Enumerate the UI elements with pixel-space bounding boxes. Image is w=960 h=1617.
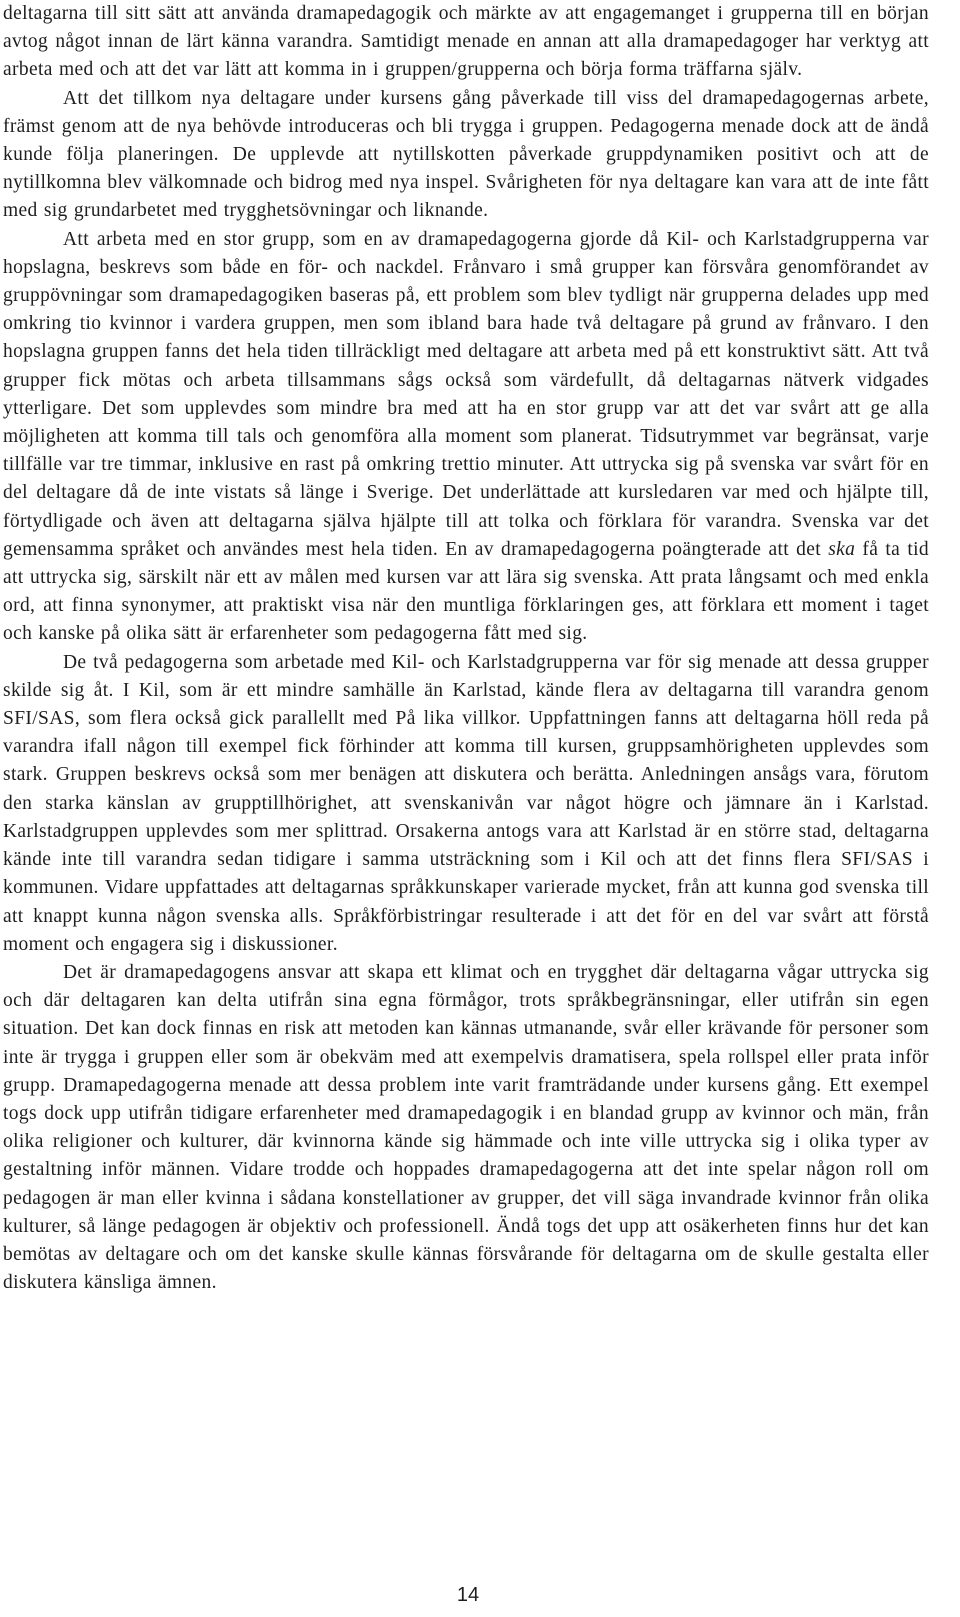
paragraph-4-text: De två pedagogerna som arbetade med Kil- och Karlstadgrupperna var för sig menade att dessa grupper skilde sig åt. I Kil, som är ett mindre samhälle än Karlstad, kände flera av deltagarna till varandra genom SFI/SAS, som flera också gick parallellt med På lika villkor. Uppfattningen fanns att deltagarna höll reda på varandra ifall någon till exempel fick förhinder att komma till kursen, gruppsamhörigheten upplevdes som stark. Gruppen beskrevs också som mer benägen att diskutera och berätta. Anledningen ansågs vara, förutom den starka känslan av grupptillhörighet, att svenskanivån var något högre och jämnare än i Karlstad. Karlstadgruppen upplevdes som mer splittrad. Orsakerna antogs vara att Karlstad är en större stad, deltagarna kände inte till varandra sedan tidigare i samma utsträckning som i Kil och att det finns flera SFI/SAS i kommunen. Vidare uppfattades att deltagarnas språkkunskaper varierade mycket, från att kunna god svenska till att knappt kunna någon svenska alls. Språkförbistringar resulterade i att det för en del var svårt att förstå moment och engagera sig i diskussioner. [3,651,929,955]
paragraph-2 [3,85,929,226]
paragraph-1-text: deltagarna till sitt sätt att använda dramapedagogik och märkte av att engagemanget i grupperna till en början avtog något innan de lärt känna varandra. Samtidigt menade en annan att alla dramapedagoger har verktyg att arbeta med och att det var lätt att komma in i gruppen/grupperna och börja forma träffarna själv. [3,3,929,81]
emphasized-word: ska [828,538,856,560]
paragraph-3-text-b: få ta tid att uttrycka sig, särskilt när ett av målen med kursen var att lära sig svenska. Att prata långsamt och med enkla ord, att finna synonymer, att praktiskt visa när den muntliga förklaringen ges, att förklara ett moment i taget och kanske på olika sätt är erfarenheter som pedagogerna fått med sig. [3,538,929,645]
paragraph-3 [3,226,929,649]
document-page [3,0,929,1297]
paragraph-1 [3,0,929,85]
paragraph-3-text-a: Att arbeta med en stor grupp, som en av dramapedagogerna gjorde då Kil- och Karlstadgrupperna var hopslagna, beskrevs som både en för- och nackdel. Frånvaro i små grupper kan försvåra genomförandet av gruppövningar som dramapedagogiken baseras på, ett problem som blev tydligt när grupperna delades upp med omkring tio kvinnor i vardera gruppen, men som ibland bara hade två deltagare på grund av frånvaro. I den hopslagna gruppen fanns det hela tiden tillräckligt med deltagare att arbeta med på ett konstruktivt sätt. Att två grupper fick mötas och arbeta tillsammans sågs också som värdefullt, då deltagarnas nätverk vidgades ytterligare. Det som upplevdes som mindre bra med att ha en stor grupp var att det var svårt att ge alla möjligheten att komma till tals och genomföra alla moment som planerat. Tidsutrymmet var begränsat, varje tillfälle var tre timmar, inklusive en rast på omkring trettio minuter. Att uttrycka sig på svenska var svårt för en del deltagare då de inte vistats så länge i Sverige. Det underlättade att kursledaren var med och hjälpte till, förtydligade och även att deltagarna själva hjälpte till att tolka och förklara för varandra. Svenska var det gemensamma språket och användes mest hela tiden. En av dramapedagogerna poängterade att det [3,228,929,560]
paragraph-5 [3,959,929,1297]
paragraph-2-text: Att det tillkom nya deltagare under kursens gång påverkade till viss del dramapedagogernas arbete, främst genom att de nya behövde introduceras och bli trygga i gruppen. Pedagogerna menade dock att de ändå kunde följa planeringen. De upplevde att nytillskotten påverkade gruppdynamiken positivt och att de nytillkomna blev välkomnade och bidrog med nya inspel. Svårigheten för nya deltagare kan vara att de inte fått med sig grundarbetet med trygghetsövningar och liknande. [3,87,929,222]
page-number: 14 [456,1584,480,1606]
paragraph-5-text: Det är dramapedagogens ansvar att skapa ett klimat och en trygghet där deltagarna vågar uttrycka sig och där deltagaren kan delta utifrån sina egna förmågor, trots språkbegränsningar, eller utifrån sin egen situation. Det kan dock finnas en risk att metoden kan kännas utmanande, svår eller krävande för personer som inte är trygga i gruppen eller som är obekväm med att exempelvis dramatisera, spela rollspel eller prata inför grupp. Dramapedagogerna menade att dessa problem inte varit framträdande under kursens gång. Ett exempel togs dock upp utifrån tidigare erfarenheter med dramapedagogik i en blandad grupp av kvinnor och män, från olika religioner och kulturer, där kvinnorna kände sig hämmade och inte ville uttrycka sig i olika typer av gestaltning inför männen. Vidare trodde och hoppades dramapedagogerna att det inte spelar någon roll om pedagogen är man eller kvinna i sådana konstellationer av grupper, det vill säga invandrade kvinnor från olika kulturer, så länge pedagogen är objektiv och professionell. Ändå togs det upp att osäkerheten finns hur det kan bemötas av deltagare och om det kanske skulle kännas försvårande för deltagarna om de skulle gestalta eller diskutera känsliga ämnen. [3,961,929,1294]
paragraph-4 [3,649,929,959]
